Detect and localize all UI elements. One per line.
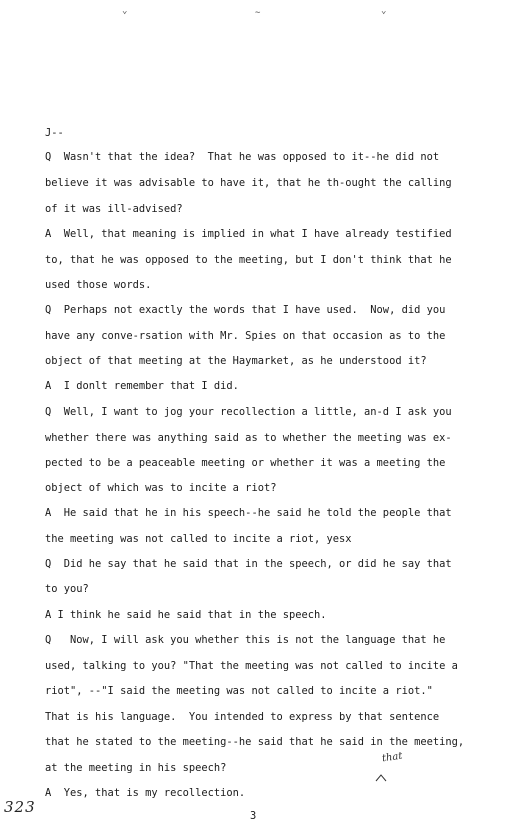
transcript-line: Q Now, I will ask you whether this is not the language that he	[45, 634, 446, 646]
transcript-line: at the meeting in his speech?	[45, 762, 227, 774]
transcript-line: to, that he was opposed to the meeting, but I don't think that he	[45, 254, 452, 266]
transcript-line: Q Well, I want to jog your recollection a little, an-d I ask you	[45, 406, 452, 418]
handwritten-insertion: that	[381, 750, 404, 765]
transcript-line: that he stated to the meeting--he said that he said in the meeting,	[45, 736, 465, 748]
transcript-line: That is his language. You intended to express by that sentence	[45, 711, 440, 723]
transcript-line: to you?	[45, 583, 89, 595]
scan-mark-icon: ⌄	[122, 6, 128, 16]
transcript-line: A I think he said he said that in the speech.	[45, 609, 327, 621]
transcript-line: whether there was anything said as to whether the meeting was ex-	[45, 432, 452, 444]
transcript-line: of it was ill-advised?	[45, 203, 183, 215]
transcript-line: believe it was advisable to have it, that he th-ought the calling	[45, 177, 452, 189]
transcript-line: object of that meeting at the Haymarket, as he understood it?	[45, 355, 427, 367]
transcript-line: Q Wasn't that the idea? That he was opposed to it--he did not	[45, 151, 440, 163]
transcript-line: Q Did he say that he said that in the speech, or did he say that	[45, 558, 452, 570]
transcript-line: Q Perhaps not exactly the words that I have used. Now, did you	[45, 304, 446, 316]
transcript-line: used those words.	[45, 279, 152, 291]
transcript-line: have any conve-rsation with Mr. Spies on that occasion as to the	[45, 330, 446, 342]
transcript-line: used, talking to you? "That the meeting was not called to incite a	[45, 660, 458, 672]
transcript-line: riot", --"I said the meeting was not called to incite a riot."	[45, 685, 433, 697]
transcript-line: A He said that he in his speech--he said he told the people that	[45, 507, 452, 519]
insertion-caret-icon	[375, 774, 387, 782]
transcript-line: A I donlt remember that I did.	[45, 380, 239, 392]
transcript-line: pected to be a peaceable meeting or whether it was a meeting the	[45, 457, 446, 469]
transcript-line: object of which was to incite a riot?	[45, 482, 277, 494]
transcript-header: J--	[45, 127, 64, 139]
scan-mark-icon: ⌄	[381, 6, 387, 16]
margin-page-note: 323	[4, 798, 36, 816]
transcript-line: A Well, that meaning is implied in what I have already testified	[45, 228, 452, 240]
transcript-line: the meeting was not called to incite a riot, yesx	[45, 533, 352, 545]
scan-mark-icon: ∼	[255, 8, 261, 18]
page-number: 3	[250, 810, 257, 822]
transcript-line: A Yes, that is my recollection.	[45, 787, 246, 799]
